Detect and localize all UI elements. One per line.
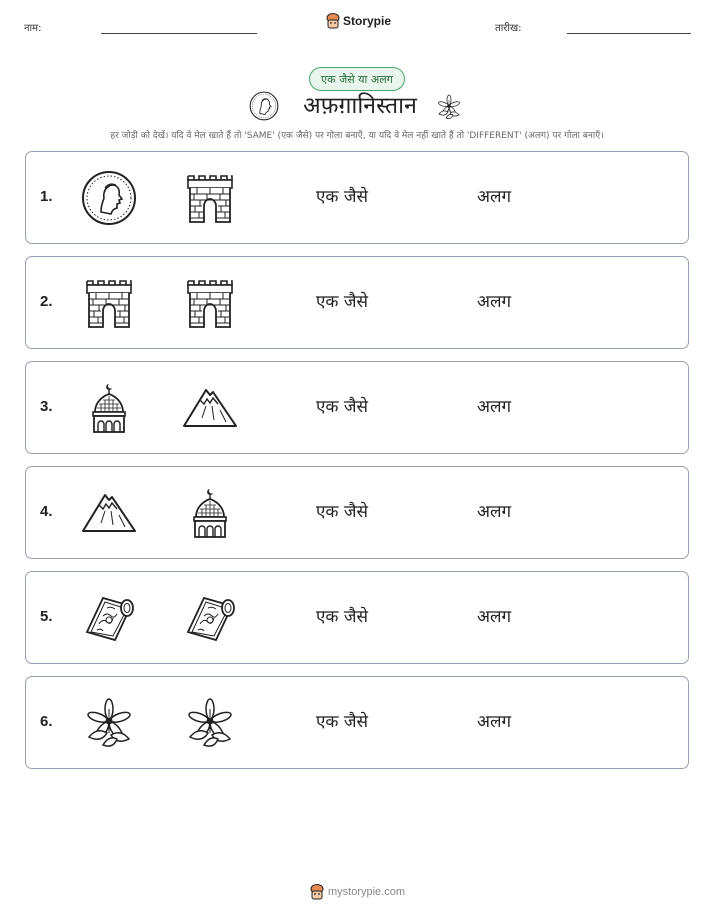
different-option[interactable]: अलग <box>477 502 512 522</box>
mosque-icon <box>79 378 139 438</box>
question-row-3 <box>25 361 689 454</box>
name-label: नाम: <box>24 23 42 34</box>
question-number: 4. <box>40 503 53 520</box>
flower-icon <box>180 693 240 753</box>
mountain-icon <box>79 483 139 543</box>
different-option[interactable]: अलग <box>477 187 512 207</box>
footer <box>310 884 405 900</box>
title-row <box>0 88 714 126</box>
question-row-1 <box>25 151 689 244</box>
date-field[interactable] <box>567 33 691 34</box>
question-row-6 <box>25 676 689 769</box>
flower-icon <box>434 92 464 122</box>
carpet-icon <box>180 588 240 648</box>
brand-name: Storypie <box>343 14 392 28</box>
instructions: हर जोड़ी को देखें। यदि वे मेल खाते हैं तो 'SAME' (एक जैसे) पर गोला बनाएँ, या यदि वे मेल नहीं खाते हैं तो 'DIFFERENT' (अलग) पर गोला बनाएँ। <box>110 131 604 141</box>
same-option[interactable]: एक जैसे <box>316 292 368 312</box>
gate-icon <box>180 273 240 333</box>
coin-icon <box>79 168 139 228</box>
brand-logo <box>326 13 391 29</box>
flower-icon <box>79 693 139 753</box>
same-option[interactable]: एक जैसे <box>316 607 368 627</box>
question-row-2 <box>25 256 689 349</box>
different-option[interactable]: अलग <box>477 607 512 627</box>
page-title: अफ़ग़ानिस्तान <box>303 93 417 119</box>
same-option[interactable]: एक जैसे <box>316 187 368 207</box>
carpet-icon <box>79 588 139 648</box>
different-option[interactable]: अलग <box>477 397 512 417</box>
mosque-icon <box>180 483 240 543</box>
footer-url[interactable]: mystorypie.com <box>328 886 406 898</box>
different-option[interactable]: अलग <box>477 712 512 732</box>
different-option[interactable]: अलग <box>477 292 512 312</box>
same-option[interactable]: एक जैसे <box>316 397 368 417</box>
date-label: तारीख: <box>495 23 522 34</box>
question-number: 5. <box>40 608 53 625</box>
name-field[interactable] <box>101 33 257 34</box>
question-row-4 <box>25 466 689 559</box>
question-number: 3. <box>40 398 53 415</box>
question-number: 2. <box>40 293 53 310</box>
gate-icon <box>180 168 240 228</box>
worksheet-type-badge: एक जैसे या अलग <box>309 67 405 91</box>
coin-icon <box>248 90 280 122</box>
question-number: 6. <box>40 713 53 730</box>
mountain-icon <box>180 378 240 438</box>
gate-icon <box>79 273 139 333</box>
storypie-mascot-icon <box>326 13 340 29</box>
same-option[interactable]: एक जैसे <box>316 502 368 522</box>
storypie-mascot-icon <box>310 884 324 900</box>
question-number: 1. <box>40 188 53 205</box>
same-option[interactable]: एक जैसे <box>316 712 368 732</box>
question-row-5 <box>25 571 689 664</box>
